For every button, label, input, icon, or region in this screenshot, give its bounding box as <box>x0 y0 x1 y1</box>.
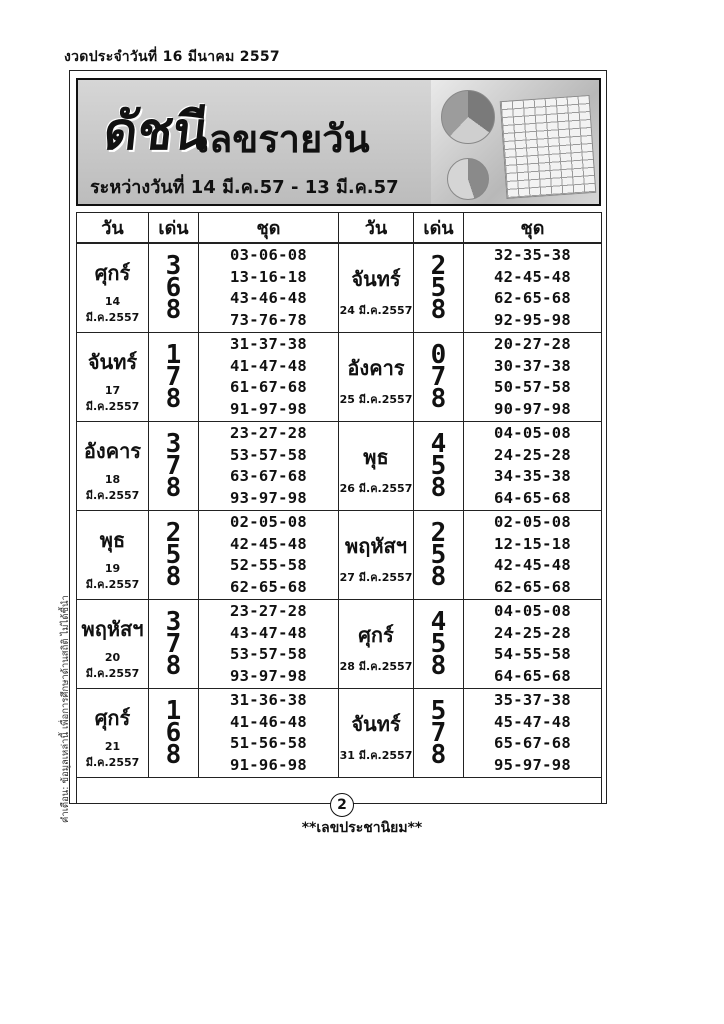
pie-chart-icon <box>441 90 495 144</box>
day-cell <box>339 333 414 422</box>
lead-digits: 1 6 8 <box>149 689 199 778</box>
number-sets: 32-35-38 42-45-48 62-65-68 92-95-98 <box>464 243 602 333</box>
brand-logo: ดัชนี <box>100 101 212 162</box>
column-header-lead: เด่น <box>149 213 199 244</box>
number-sets: 35-37-38 45-47-48 65-67-68 95-97-98 <box>464 689 602 778</box>
day-cell <box>339 511 414 600</box>
day-cell <box>339 689 414 778</box>
table-row <box>77 333 602 422</box>
day-cell <box>77 333 149 422</box>
lead-digits: 2 5 8 <box>414 511 464 600</box>
lead-digits: 2 5 8 <box>414 243 464 333</box>
number-sets: 31-37-38 41-47-48 61-67-68 91-97-98 <box>199 333 339 422</box>
number-sets: 23-27-28 53-57-58 63-67-68 93-97-98 <box>199 422 339 511</box>
column-header-day: วัน <box>77 213 149 244</box>
column-header-sets: ชุด <box>464 213 602 244</box>
day-cell <box>77 511 149 600</box>
day-name: จันทร์ <box>351 712 401 736</box>
day-date: 20 มี.ค.2557 <box>85 650 140 680</box>
number-sets: 04-05-08 24-25-28 54-55-58 64-65-68 <box>464 600 602 689</box>
lead-digits: 3 6 8 <box>149 243 199 333</box>
day-cell <box>339 243 414 333</box>
day-date: 31 มี.ค.2557 <box>339 749 413 762</box>
number-sets: 20-27-28 30-37-38 50-57-58 90-97-98 <box>464 333 602 422</box>
day-name: อังคาร <box>83 438 142 463</box>
lead-digits: 3 7 8 <box>149 422 199 511</box>
day-cell <box>339 422 414 511</box>
lead-digits: 3 7 8 <box>149 600 199 689</box>
number-sets: 23-27-28 43-47-48 53-57-58 93-97-98 <box>199 600 339 689</box>
column-header-lead: เด่น <box>414 213 464 244</box>
day-name: จันทร์ <box>87 349 138 374</box>
lottery-photo <box>431 80 599 206</box>
lead-digits: 1 7 8 <box>149 333 199 422</box>
date-range: ระหว่างวันที่ 14 มี.ค.57 - 13 มี.ค.57 <box>90 177 399 198</box>
side-disclaimer: คำเตือน: ข้อมูลเหล่านี้ เพื่อการศึกษาด้านสถิติ ไม่ได้ชี้นำ <box>60 595 71 823</box>
number-sets: 03-06-08 13-16-18 43-46-48 73-76-78 <box>199 243 339 333</box>
day-date: 26 มี.ค.2557 <box>339 482 413 495</box>
day-name: พุธ <box>363 445 389 469</box>
results-table <box>76 212 602 804</box>
day-date: 17 มี.ค.2557 <box>85 383 140 413</box>
day-date: 25 มี.ค.2557 <box>339 393 413 406</box>
day-date: 24 มี.ค.2557 <box>339 304 413 317</box>
lottery-ticket-icon <box>500 95 597 199</box>
issue-date-line: งวดประจำวันที่ 16 มีนาคม 2557 <box>64 49 280 65</box>
day-date: 14 มี.ค.2557 <box>85 294 140 324</box>
table-row <box>77 422 602 511</box>
day-cell <box>339 600 414 689</box>
footer-caption: **เลขประชานิยม** <box>301 820 423 836</box>
day-cell <box>77 422 149 511</box>
table-header-row <box>77 213 602 244</box>
table-row <box>77 243 602 333</box>
column-header-day: วัน <box>339 213 414 244</box>
day-cell <box>77 243 149 333</box>
lead-digits: 0 7 8 <box>414 333 464 422</box>
day-cell <box>77 689 149 778</box>
page-title: เลขรายวัน <box>196 117 370 161</box>
pie-chart-small-icon <box>447 158 489 200</box>
day-name: พฤหัสฯ <box>345 534 407 558</box>
day-name: ศุกร์ <box>94 705 131 730</box>
day-name: อังคาร <box>347 356 405 380</box>
number-sets: 04-05-08 24-25-28 34-35-38 64-65-68 <box>464 422 602 511</box>
day-date: 19 มี.ค.2557 <box>85 561 140 591</box>
header-banner <box>76 78 601 206</box>
day-name: ศุกร์ <box>358 623 394 647</box>
number-sets: 02-05-08 12-15-18 42-45-48 62-65-68 <box>464 511 602 600</box>
lead-digits: 5 7 8 <box>414 689 464 778</box>
lead-digits: 4 5 8 <box>414 422 464 511</box>
day-date: 27 มี.ค.2557 <box>339 571 413 584</box>
page-number: 2 <box>330 793 354 817</box>
table-row <box>77 689 602 778</box>
day-date: 18 มี.ค.2557 <box>85 472 140 502</box>
table-row <box>77 600 602 689</box>
day-date: 28 มี.ค.2557 <box>339 660 413 673</box>
number-sets: 31-36-38 41-46-48 51-56-58 91-96-98 <box>199 689 339 778</box>
number-sets: 02-05-08 42-45-48 52-55-58 62-65-68 <box>199 511 339 600</box>
lead-digits: 2 5 8 <box>149 511 199 600</box>
column-header-sets: ชุด <box>199 213 339 244</box>
lead-digits: 4 5 8 <box>414 600 464 689</box>
day-name: จันทร์ <box>351 267 401 291</box>
day-name: พุธ <box>99 527 126 552</box>
day-cell <box>77 600 149 689</box>
table-row <box>77 511 602 600</box>
day-name: ศุกร์ <box>94 260 131 285</box>
day-date: 21 มี.ค.2557 <box>85 739 140 769</box>
day-name: พฤหัสฯ <box>81 616 144 641</box>
